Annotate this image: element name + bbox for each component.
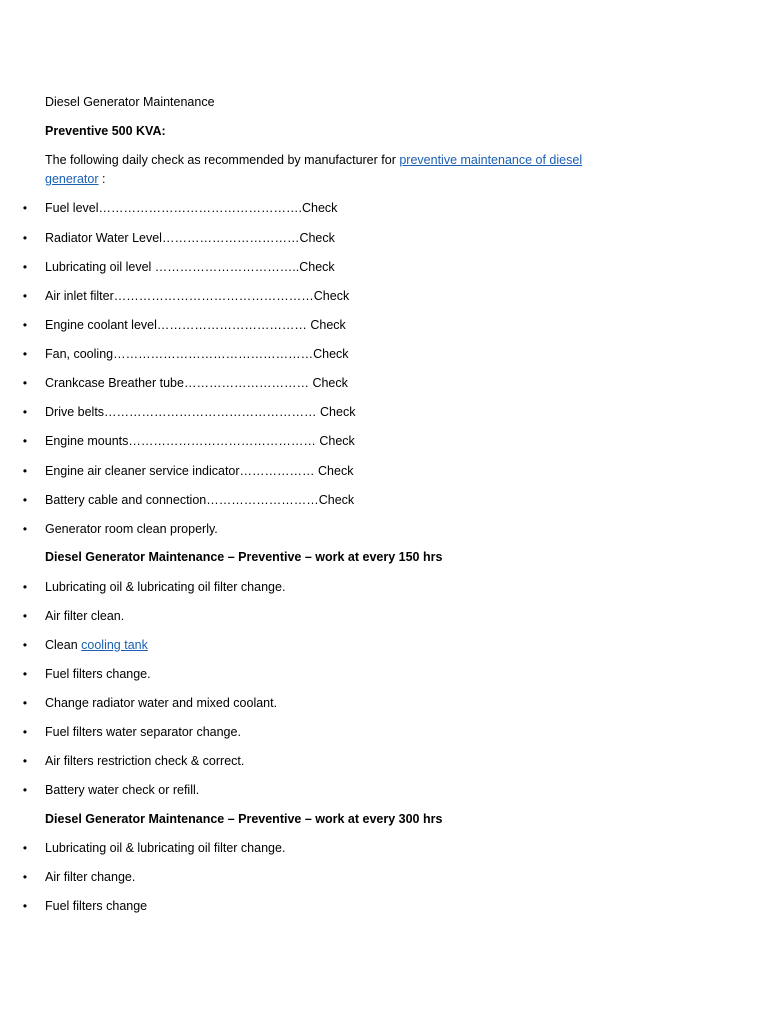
list-item: Engine coolant level……………………………… Check [45, 318, 346, 332]
list-item: Air filter clean. [45, 609, 125, 623]
bullet-icon: • [22, 464, 28, 478]
generator-link[interactable]: generator [45, 172, 99, 186]
clean-text: Clean [45, 638, 82, 652]
bullet-icon: • [22, 667, 28, 681]
bullet-icon: • [22, 347, 28, 361]
section-heading-150hrs: Diesel Generator Maintenance – Preventive – work at every 150 hrs [45, 550, 443, 564]
list-item: Battery water check or refill. [45, 783, 200, 797]
list-item: Drive belts…………………………………………… Check [45, 405, 356, 419]
intro-suffix: : [98, 172, 106, 186]
section-heading-500kva: Preventive 500 KVA: [45, 124, 166, 138]
bullet-icon: • [22, 609, 28, 623]
list-item: Lubricating oil & lubricating oil filter change. [45, 580, 286, 594]
list-item: Lubricating oil level ……………………………..Check [45, 260, 335, 274]
cooling-tank-link[interactable]: cooling tank [81, 638, 148, 652]
bullet-icon: • [22, 783, 28, 797]
bullet-icon: • [22, 638, 28, 652]
list-item: Air inlet filter…………………………………………Check [45, 289, 350, 303]
bullet-icon: • [22, 522, 28, 536]
bullet-icon: • [22, 289, 28, 303]
bullet-icon: • [22, 405, 28, 419]
bullet-icon: • [22, 434, 28, 448]
list-item: Fuel level………………………………………….Check [45, 201, 338, 215]
list-item: Radiator Water Level……………………………Check [45, 231, 335, 245]
document-title: Diesel Generator Maintenance [45, 95, 215, 109]
list-item: Fuel filters change. [45, 667, 151, 681]
bullet-icon: • [22, 696, 28, 710]
list-item: Fan, cooling…………………………………………Check [45, 347, 349, 361]
list-item: Battery cable and connection………………………Check [45, 493, 355, 507]
preventive-maintenance-link[interactable]: preventive maintenance of diesel [399, 153, 583, 167]
intro-text: The following daily check as recommended by manufacturer for [45, 153, 400, 167]
bullet-icon: • [22, 580, 28, 594]
intro-paragraph-line2 [45, 170, 105, 188]
intro-paragraph-line1 [45, 151, 582, 169]
list-item: Air filter change. [45, 870, 136, 884]
list-item: Change radiator water and mixed coolant. [45, 696, 278, 710]
bullet-icon: • [22, 493, 28, 507]
bullet-icon: • [22, 841, 28, 855]
bullet-icon: • [22, 318, 28, 332]
list-item: Engine air cleaner service indicator……………… Check [45, 464, 354, 478]
list-item: Lubricating oil & lubricating oil filter change. [45, 841, 286, 855]
list-item: Fuel filters water separator change. [45, 725, 241, 739]
list-item: Engine mounts……………………………………… Check [45, 434, 355, 448]
list-item [45, 636, 148, 654]
bullet-icon: • [22, 899, 28, 913]
list-item: Fuel filters change [45, 899, 148, 913]
bullet-icon: • [22, 754, 28, 768]
list-item: Crankcase Breather tube………………………… Check [45, 376, 348, 390]
section-heading-300hrs: Diesel Generator Maintenance – Preventive – work at every 300 hrs [45, 812, 443, 826]
bullet-icon: • [22, 260, 28, 274]
bullet-icon: • [22, 870, 28, 884]
list-item: Air filters restriction check & correct. [45, 754, 245, 768]
bullet-icon: • [22, 201, 28, 215]
list-item: Generator room clean properly. [45, 522, 218, 536]
bullet-icon: • [22, 376, 28, 390]
bullet-icon: • [22, 725, 28, 739]
bullet-icon: • [22, 231, 28, 245]
